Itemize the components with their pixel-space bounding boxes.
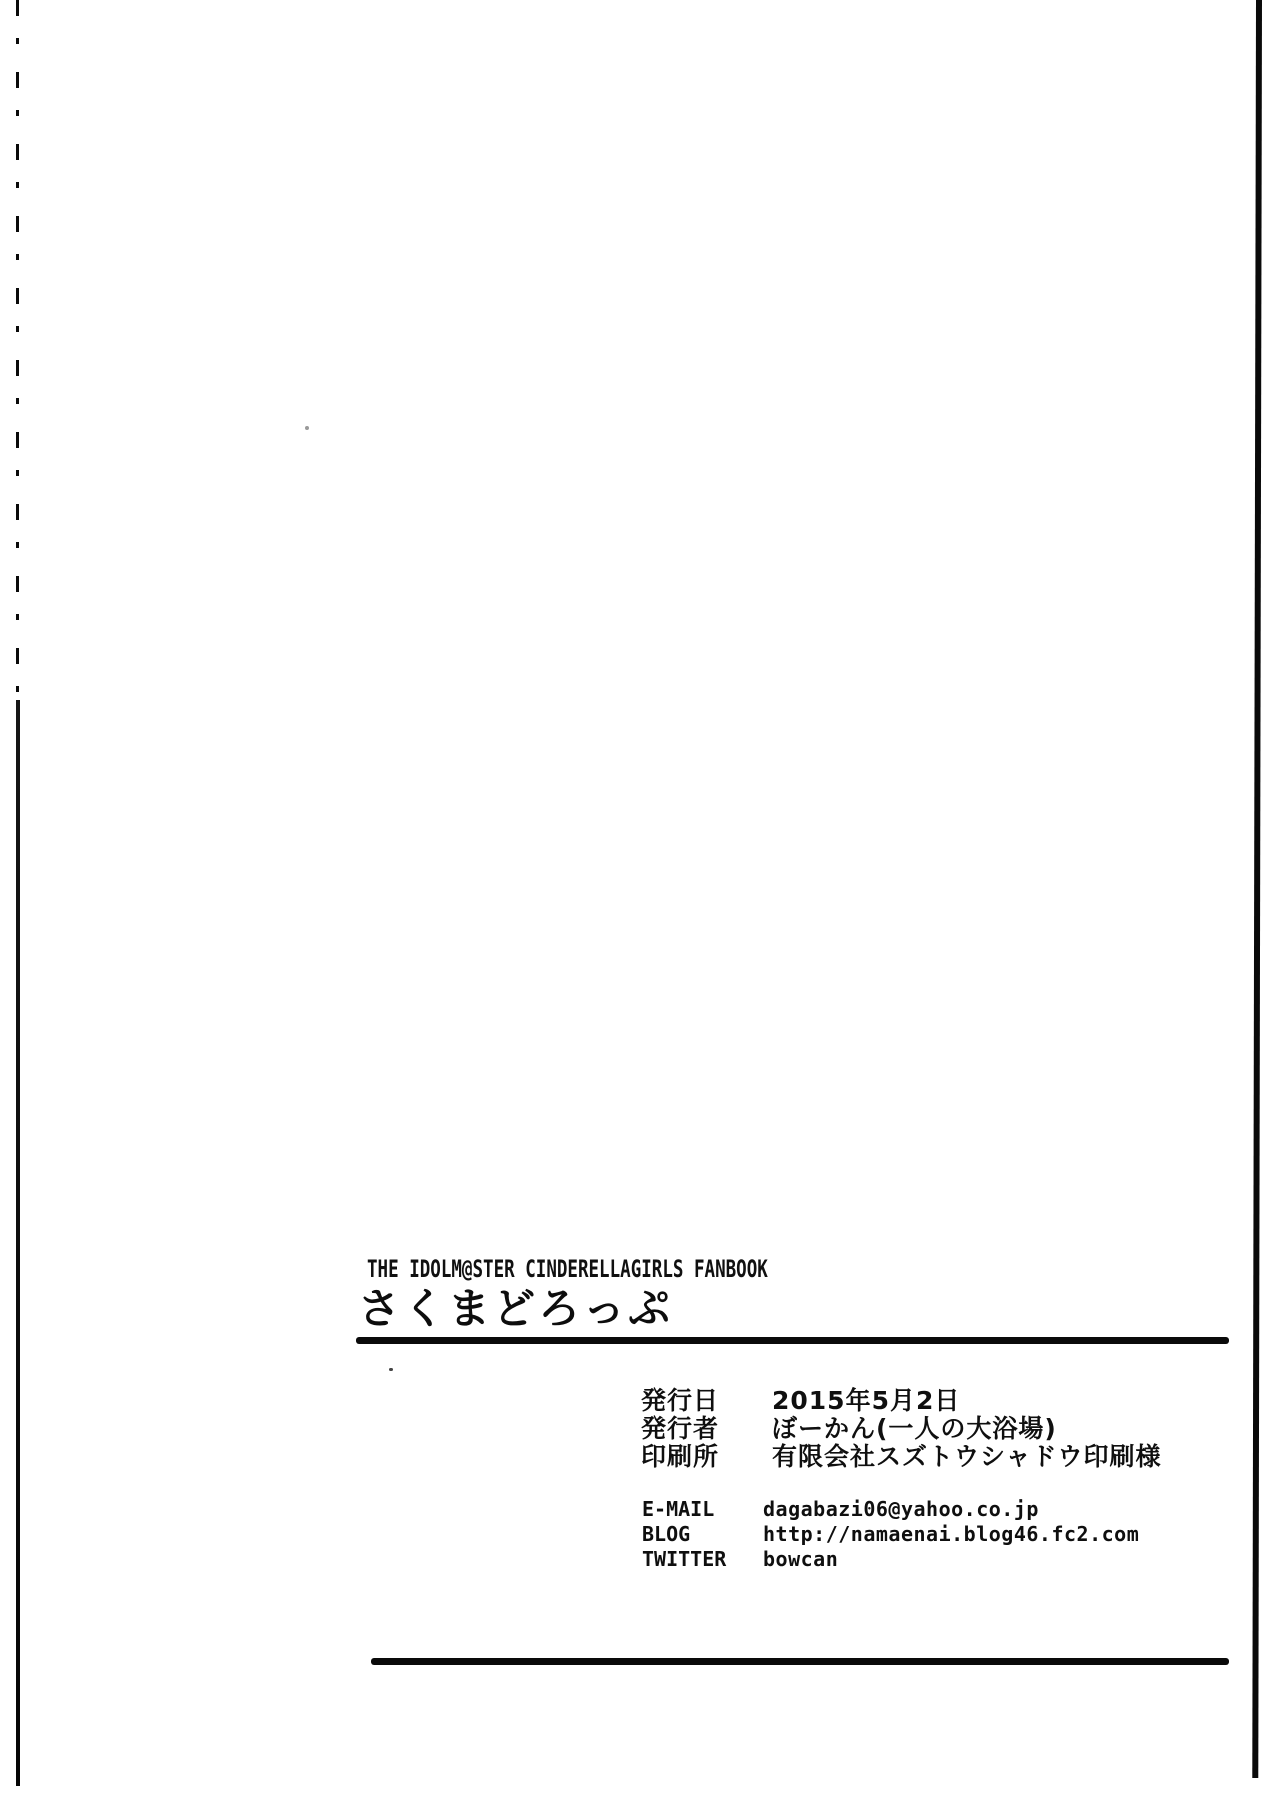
series-line: THE IDOLM@STER CINDERELLAGIRLS FANBOOK	[367, 1255, 768, 1283]
left-scan-bar-bottom	[16, 700, 20, 1786]
title-underline-rule	[356, 1337, 1229, 1344]
publisher-value: ぼーかん(一人の大浴場)	[772, 1414, 1057, 1443]
publication-row-printer	[641, 1443, 1162, 1471]
contact-row-twitter	[642, 1547, 1139, 1572]
contact-row-blog	[642, 1522, 1139, 1547]
left-scan-bar-top	[16, 0, 19, 700]
publication-date-value: 2015年5月2日	[772, 1386, 961, 1415]
blog-label: BLOG	[642, 1522, 691, 1546]
contact-row-email	[642, 1497, 1139, 1522]
scan-speck	[389, 1368, 393, 1371]
email-value: dagabazi06@yahoo.co.jp	[763, 1497, 1039, 1521]
contact-info-block	[642, 1497, 1139, 1572]
publication-date-label: 発行日	[641, 1386, 720, 1415]
twitter-value: bowcan	[763, 1547, 839, 1571]
publication-row-date	[641, 1387, 1162, 1415]
printer-value: 有限会社スズトウシャドウ印刷様	[772, 1442, 1162, 1471]
bottom-rule	[371, 1658, 1229, 1665]
publication-row-publisher	[641, 1415, 1162, 1443]
scan-speck	[305, 426, 309, 430]
blog-value: http://namaenai.blog46.fc2.com	[763, 1522, 1140, 1546]
twitter-label: TWITTER	[642, 1547, 727, 1571]
publication-info-block	[641, 1387, 1162, 1471]
email-label: E-MAIL	[642, 1497, 715, 1521]
book-title: さくまどろっぷ	[358, 1284, 674, 1333]
publisher-label: 発行者	[641, 1414, 720, 1443]
right-scan-bar	[1252, 0, 1262, 1778]
printer-label: 印刷所	[641, 1442, 720, 1471]
